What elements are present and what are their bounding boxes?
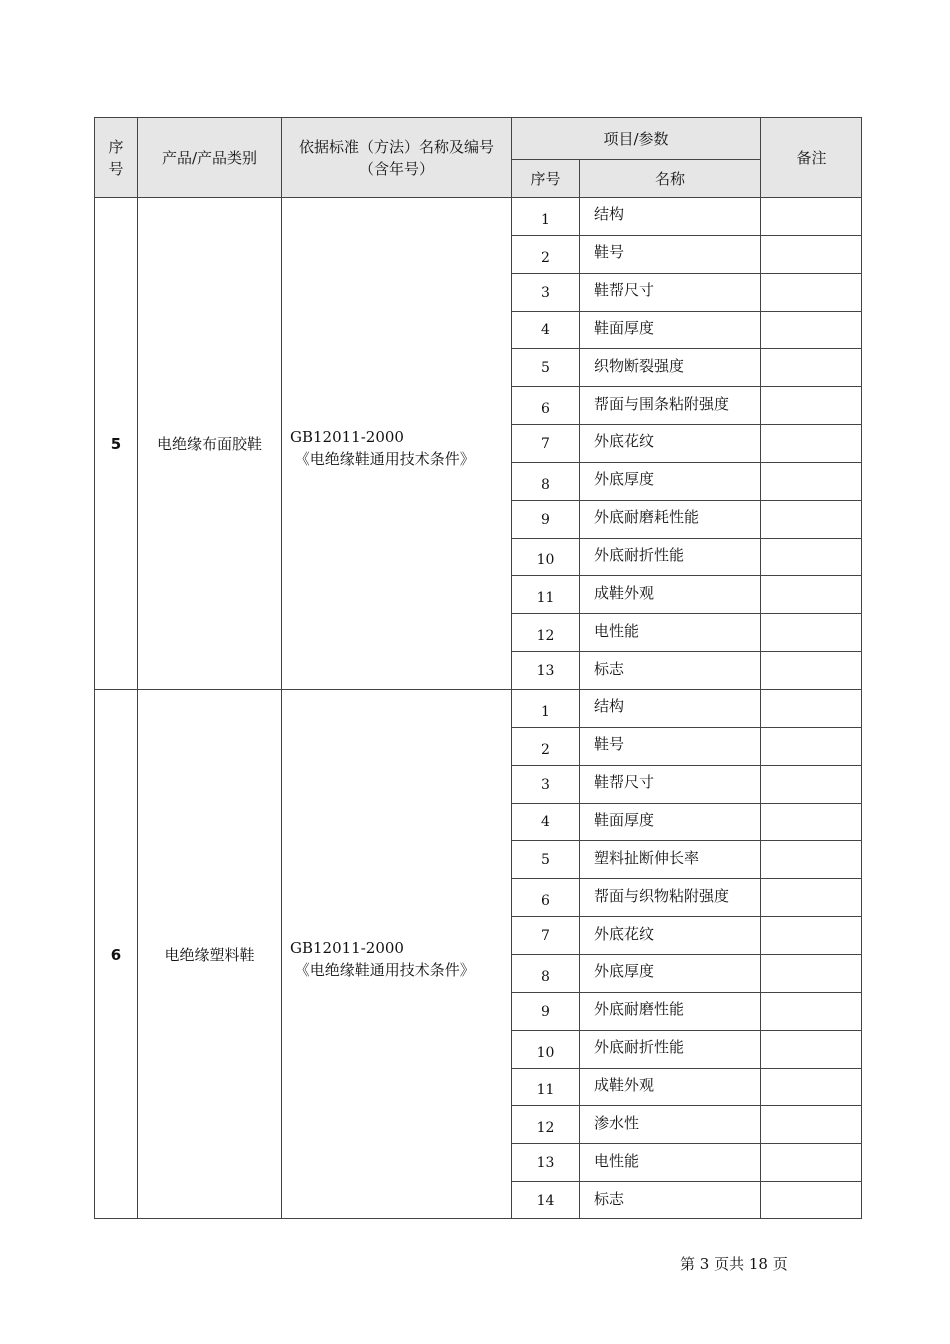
item-name-value: 成鞋外观 xyxy=(594,583,655,602)
item-remark xyxy=(760,424,862,462)
item-remark xyxy=(760,386,862,424)
item-name-value: 结构 xyxy=(594,697,625,716)
item-seq-value: 12 xyxy=(536,628,555,645)
header-remark xyxy=(760,117,862,197)
item-name xyxy=(579,840,760,878)
header-product-label: 产品/产品类别 xyxy=(161,148,258,167)
item-name-value: 外底耐折性能 xyxy=(594,1038,685,1057)
item-name xyxy=(579,803,760,841)
item-name xyxy=(579,1143,760,1181)
item-name-value: 织物断裂强度 xyxy=(594,356,685,375)
item-remark xyxy=(760,1105,862,1143)
item-remark xyxy=(760,727,862,765)
item-name-value: 外底耐磨性能 xyxy=(594,1000,685,1019)
item-seq-value: 5 xyxy=(541,852,550,869)
item-name-value: 鞋帮尺寸 xyxy=(594,281,655,300)
item-seq-value: 11 xyxy=(536,590,555,607)
item-remark xyxy=(760,916,862,954)
item-seq xyxy=(511,992,579,1030)
section-standard-text: GB12011-2000 《电绝缘鞋通用技术条件》 xyxy=(290,427,475,468)
item-seq-value: 1 xyxy=(541,703,550,720)
item-seq xyxy=(511,1143,579,1181)
item-seq xyxy=(511,235,579,273)
item-seq xyxy=(511,840,579,878)
item-seq-value: 3 xyxy=(541,776,550,793)
inspection-items-table xyxy=(94,117,862,1219)
header-product xyxy=(137,117,281,197)
page-footer: 第 3 页共 18 页 xyxy=(680,1255,788,1273)
item-name xyxy=(579,992,760,1030)
item-name xyxy=(579,424,760,462)
item-remark xyxy=(760,1030,862,1068)
item-seq-value: 7 xyxy=(541,928,550,945)
item-seq-value: 6 xyxy=(541,893,550,910)
item-name xyxy=(579,386,760,424)
item-seq xyxy=(511,538,579,576)
item-name-value: 鞋号 xyxy=(594,735,625,754)
item-remark xyxy=(760,197,862,235)
item-name xyxy=(579,538,760,576)
item-name xyxy=(579,689,760,727)
item-seq xyxy=(511,311,579,349)
item-seq-value: 7 xyxy=(541,435,550,452)
section-standard xyxy=(281,689,511,1219)
item-seq-value: 10 xyxy=(536,1044,555,1061)
section-product-name: 电绝缘塑料鞋 xyxy=(164,945,255,964)
item-seq xyxy=(511,1030,579,1068)
item-name xyxy=(579,273,760,311)
item-remark xyxy=(760,651,862,689)
item-name-value: 外底花纹 xyxy=(594,924,655,943)
item-seq xyxy=(511,386,579,424)
item-seq xyxy=(511,348,579,386)
item-seq xyxy=(511,878,579,916)
section-product xyxy=(137,689,281,1219)
item-seq-value: 8 xyxy=(541,968,550,985)
item-seq-value: 4 xyxy=(541,322,550,339)
item-seq-value: 5 xyxy=(541,360,550,377)
header-seq xyxy=(94,117,137,197)
item-seq xyxy=(511,689,579,727)
item-name xyxy=(579,954,760,992)
item-remark xyxy=(760,613,862,651)
header-standard xyxy=(281,117,511,197)
item-name-value: 标志 xyxy=(594,1189,625,1208)
item-name xyxy=(579,916,760,954)
item-name xyxy=(579,1181,760,1219)
item-seq xyxy=(511,500,579,538)
item-name xyxy=(579,765,760,803)
item-name xyxy=(579,1030,760,1068)
item-seq-value: 14 xyxy=(536,1193,555,1210)
item-seq xyxy=(511,765,579,803)
item-name-value: 结构 xyxy=(594,205,625,224)
item-remark xyxy=(760,538,862,576)
section-seq-value: 5 xyxy=(110,434,122,453)
item-name-value: 鞋号 xyxy=(594,243,625,262)
item-name-value: 电性能 xyxy=(594,1151,640,1170)
item-name xyxy=(579,613,760,651)
item-name-value: 鞋面厚度 xyxy=(594,810,655,829)
section-standard xyxy=(281,197,511,689)
item-name xyxy=(579,575,760,613)
item-seq-value: 8 xyxy=(541,476,550,493)
header-remark-label: 备注 xyxy=(796,148,827,167)
item-seq-value: 13 xyxy=(536,1155,555,1172)
item-remark xyxy=(760,348,862,386)
item-seq-value: 9 xyxy=(541,1003,550,1020)
item-remark xyxy=(760,1181,862,1219)
item-name-value: 外底厚度 xyxy=(594,962,655,981)
item-seq-value: 3 xyxy=(541,284,550,301)
item-seq xyxy=(511,916,579,954)
item-seq-value: 10 xyxy=(536,552,555,569)
item-seq xyxy=(511,197,579,235)
section-seq xyxy=(94,197,137,689)
item-name xyxy=(579,727,760,765)
item-name xyxy=(579,1068,760,1106)
header-standard-label: 依据标准（方法）名称及编号（含年号） xyxy=(298,137,494,178)
item-name xyxy=(579,651,760,689)
item-seq-value: 2 xyxy=(541,249,550,266)
header-item-name-label: 名称 xyxy=(654,169,685,188)
item-name-value: 渗水性 xyxy=(594,1113,640,1132)
header-item-seq-label: 序号 xyxy=(530,169,561,188)
item-remark xyxy=(760,462,862,500)
item-name xyxy=(579,462,760,500)
item-remark xyxy=(760,878,862,916)
item-name-value: 帮面与织物粘附强度 xyxy=(594,886,730,905)
item-name-value: 鞋面厚度 xyxy=(594,318,655,337)
item-remark xyxy=(760,311,862,349)
item-seq xyxy=(511,651,579,689)
item-seq xyxy=(511,1105,579,1143)
item-name xyxy=(579,197,760,235)
section-standard-text: GB12011-2000 《电绝缘鞋通用技术条件》 xyxy=(290,938,475,979)
item-seq xyxy=(511,613,579,651)
item-name xyxy=(579,235,760,273)
item-remark xyxy=(760,992,862,1030)
header-item-name xyxy=(579,159,760,197)
item-seq xyxy=(511,575,579,613)
item-seq xyxy=(511,727,579,765)
item-seq xyxy=(511,462,579,500)
header-items xyxy=(511,117,760,159)
item-name-value: 外底花纹 xyxy=(594,432,655,451)
item-seq xyxy=(511,1068,579,1106)
header-seq-label: 序号 xyxy=(108,137,124,178)
item-remark xyxy=(760,575,862,613)
item-seq xyxy=(511,1181,579,1219)
item-name-value: 鞋帮尺寸 xyxy=(594,773,655,792)
item-name-value: 外底耐折性能 xyxy=(594,546,685,565)
item-name-value: 标志 xyxy=(594,659,625,678)
section-product-name: 电绝缘布面胶鞋 xyxy=(156,434,262,453)
item-name xyxy=(579,348,760,386)
item-seq xyxy=(511,273,579,311)
item-name xyxy=(579,878,760,916)
item-seq-value: 9 xyxy=(541,511,550,528)
item-seq-value: 12 xyxy=(536,1120,555,1137)
item-seq-value: 4 xyxy=(541,814,550,831)
item-seq-value: 2 xyxy=(541,741,550,758)
item-name xyxy=(579,500,760,538)
item-name-value: 电性能 xyxy=(594,621,640,640)
item-seq xyxy=(511,954,579,992)
item-remark xyxy=(760,235,862,273)
item-seq-value: 6 xyxy=(541,401,550,418)
section-product xyxy=(137,197,281,689)
item-seq-value: 13 xyxy=(536,663,555,680)
item-remark xyxy=(760,840,862,878)
item-remark xyxy=(760,1143,862,1181)
item-name-value: 塑料扯断伸长率 xyxy=(594,848,700,867)
item-seq-value: 11 xyxy=(536,1082,555,1099)
item-remark xyxy=(760,954,862,992)
item-name-value: 帮面与围条粘附强度 xyxy=(594,394,730,413)
item-remark xyxy=(760,803,862,841)
item-remark xyxy=(760,273,862,311)
section-seq-value: 6 xyxy=(110,945,122,964)
item-name-value: 外底厚度 xyxy=(594,470,655,489)
header-items-label: 项目/参数 xyxy=(603,129,669,148)
item-name-value: 成鞋外观 xyxy=(594,1075,655,1094)
item-seq xyxy=(511,424,579,462)
item-name xyxy=(579,1105,760,1143)
item-remark xyxy=(760,689,862,727)
header-item-seq xyxy=(511,159,579,197)
item-name-value: 外底耐磨耗性能 xyxy=(594,508,700,527)
section-seq xyxy=(94,689,137,1219)
item-remark xyxy=(760,765,862,803)
item-remark xyxy=(760,500,862,538)
item-remark xyxy=(760,1068,862,1106)
item-name xyxy=(579,311,760,349)
item-seq xyxy=(511,803,579,841)
item-seq-value: 1 xyxy=(541,211,550,228)
